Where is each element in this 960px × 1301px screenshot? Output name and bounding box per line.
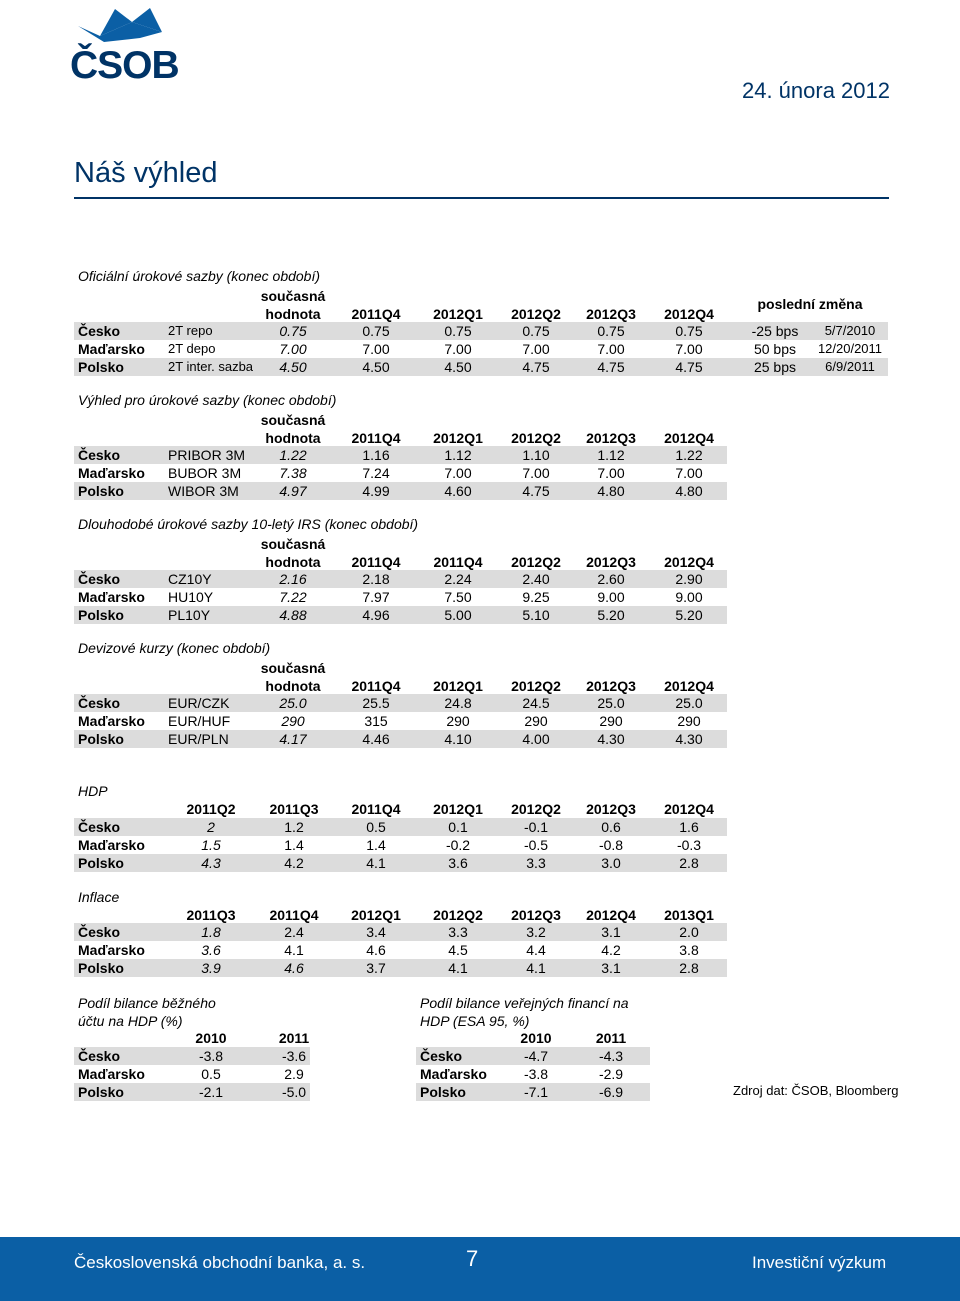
- period-header: 2011Q4: [351, 430, 401, 446]
- csob-logo: [70, 6, 180, 90]
- year-header: 2011: [595, 1030, 627, 1046]
- current-value: 2.16: [279, 571, 307, 587]
- table-row: [416, 1065, 650, 1083]
- period-header: 2012Q4: [664, 801, 714, 817]
- current-account-value: -2.1: [198, 1084, 224, 1100]
- section-title-irs: Dlouhodobé úrokové sazby 10-letý IRS (konec období): [78, 516, 419, 532]
- country-label: Česko: [420, 1048, 463, 1064]
- period-header: 2012Q1: [433, 430, 483, 446]
- forecast-value: 7.00: [444, 341, 472, 357]
- country-label: Maďarsko: [78, 837, 145, 853]
- current-header-line2: hodnota: [265, 306, 321, 322]
- current-value: 1.22: [279, 447, 307, 463]
- gdp-value: 1.6: [679, 819, 699, 835]
- gdp-value: -0.1: [523, 819, 549, 835]
- table-row: [74, 818, 727, 836]
- country-label: Maďarsko: [78, 465, 145, 481]
- forecast-value: 0.75: [362, 323, 390, 339]
- instrument-label: EUR/CZK: [168, 695, 230, 711]
- period-header: 2011Q4: [351, 801, 401, 817]
- current-value: 4.97: [279, 483, 307, 499]
- section-title-public-finance: Podíl bilance veřejných financí na: [420, 995, 629, 1011]
- forecast-value: 7.00: [675, 465, 703, 481]
- last-change-date: 12/20/2011: [817, 341, 883, 356]
- current-account-value: 0.5: [201, 1066, 221, 1082]
- section-title-fx: Devizové kurzy (konec období): [78, 640, 271, 656]
- gdp-value: 1.5: [201, 837, 221, 853]
- forecast-value: 2.24: [444, 571, 472, 587]
- forecast-value: 290: [446, 713, 470, 729]
- table-row: [416, 1047, 650, 1065]
- forecast-value: 9.25: [522, 589, 550, 605]
- inflation-value: 2.8: [679, 960, 699, 976]
- forecast-value: 1.22: [675, 447, 703, 463]
- instrument-label: EUR/PLN: [168, 731, 229, 747]
- last-change-header: poslední změna: [757, 296, 863, 312]
- inflation-value: 1.8: [201, 924, 221, 940]
- country-label: Česko: [78, 819, 121, 835]
- country-label: Česko: [78, 924, 121, 940]
- forecast-value: 4.75: [522, 483, 550, 499]
- current-header-line2: hodnota: [265, 430, 321, 446]
- forecast-value: 4.00: [522, 731, 550, 747]
- table-row: [74, 340, 888, 358]
- forecast-value: 1.10: [522, 447, 550, 463]
- public-finance-value: -7.1: [523, 1084, 549, 1100]
- inflation-value: 4.6: [366, 942, 386, 958]
- forecast-value: 7.00: [522, 341, 550, 357]
- current-value: 7.00: [279, 341, 307, 357]
- forecast-value: 7.00: [444, 465, 472, 481]
- gdp-value: -0.8: [598, 837, 624, 853]
- public-finance-value: -4.3: [598, 1048, 624, 1064]
- section-subtitle-current-account: účtu na HDP (%): [78, 1013, 183, 1029]
- forecast-value: 4.80: [597, 483, 625, 499]
- table-row: [74, 464, 727, 482]
- forecast-value: 2.18: [362, 571, 390, 587]
- table-row: [74, 358, 888, 376]
- last-change-value: 50 bps: [753, 341, 797, 357]
- inflation-value: 4.6: [284, 960, 304, 976]
- period-header: 2012Q2: [511, 678, 561, 694]
- country-label: Polsko: [78, 359, 124, 375]
- title-divider: [74, 197, 889, 199]
- country-label: Česko: [78, 695, 121, 711]
- forecast-value: 7.00: [597, 465, 625, 481]
- forecast-value: 25.5: [362, 695, 390, 711]
- forecast-value: 4.46: [362, 731, 390, 747]
- inflation-value: 3.9: [201, 960, 221, 976]
- forecast-value: 7.50: [444, 589, 472, 605]
- section-title-current-account: Podíl bilance běžného: [78, 995, 216, 1011]
- forecast-value: 2.60: [597, 571, 625, 587]
- period-header: 2012Q3: [586, 554, 636, 570]
- country-label: Česko: [78, 571, 121, 587]
- forecast-value: 4.75: [597, 359, 625, 375]
- period-header: 2012Q2: [511, 801, 561, 817]
- period-header: 2012Q3: [586, 678, 636, 694]
- forecast-value: 4.60: [444, 483, 472, 499]
- forecast-value: 290: [524, 713, 548, 729]
- period-header: 2012Q4: [664, 306, 714, 322]
- forecast-value: 5.10: [522, 607, 550, 623]
- period-header: 2012Q3: [586, 430, 636, 446]
- country-label: Česko: [78, 323, 121, 339]
- current-account-value: -3.8: [198, 1048, 224, 1064]
- last-change-date: 6/9/2011: [825, 359, 875, 374]
- forecast-value: 25.0: [597, 695, 625, 711]
- current-header-line1: současná: [260, 288, 326, 304]
- instrument-label: PRIBOR 3M: [168, 447, 246, 463]
- current-header-line1: současná: [260, 660, 326, 676]
- period-header: 2012Q3: [586, 801, 636, 817]
- instrument-label: 2T depo: [168, 341, 216, 356]
- current-value: 25.0: [279, 695, 307, 711]
- forecast-value: 0.75: [675, 323, 703, 339]
- forecast-value: 4.96: [362, 607, 390, 623]
- current-header-line1: současná: [260, 536, 326, 552]
- inflation-value: 4.1: [448, 960, 468, 976]
- gdp-value: 3.6: [448, 855, 468, 871]
- year-header: 2010: [520, 1030, 552, 1046]
- country-label: Maďarsko: [420, 1066, 487, 1082]
- country-label: Maďarsko: [78, 713, 145, 729]
- forecast-value: 4.30: [597, 731, 625, 747]
- instrument-label: EUR/HUF: [168, 713, 231, 729]
- gdp-value: -0.3: [676, 837, 702, 853]
- instrument-label: PL10Y: [168, 607, 211, 623]
- country-label: Polsko: [78, 607, 124, 623]
- period-header: 2012Q4: [664, 430, 714, 446]
- country-label: Polsko: [420, 1084, 466, 1100]
- forecast-value: 0.75: [522, 323, 550, 339]
- period-header: 2013Q1: [664, 907, 714, 923]
- forecast-value: 290: [677, 713, 701, 729]
- table-row: [74, 959, 727, 977]
- forecast-value: 2.90: [675, 571, 703, 587]
- forecast-value: 4.75: [522, 359, 550, 375]
- forecast-value: 1.16: [362, 447, 390, 463]
- period-header: 2011Q3: [269, 801, 319, 817]
- data-source: Zdroj dat: ČSOB, Bloomberg: [733, 1083, 899, 1098]
- forecast-value: 5.00: [444, 607, 472, 623]
- inflation-value: 3.7: [366, 960, 386, 976]
- instrument-label: HU10Y: [168, 589, 214, 605]
- table-row: [74, 941, 727, 959]
- period-header: 2012Q1: [351, 907, 401, 923]
- instrument-label: CZ10Y: [168, 571, 212, 587]
- forecast-value: 4.50: [362, 359, 390, 375]
- current-value: 0.75: [279, 323, 307, 339]
- gdp-value: -0.2: [445, 837, 471, 853]
- forecast-value: 25.0: [675, 695, 703, 711]
- country-label: Maďarsko: [78, 1066, 145, 1082]
- period-header: 2012Q3: [586, 306, 636, 322]
- table-row: [74, 446, 727, 464]
- forecast-value: 0.75: [444, 323, 472, 339]
- current-value: 4.50: [279, 359, 307, 375]
- forecast-value: 5.20: [597, 607, 625, 623]
- page-title: Náš výhled: [74, 157, 218, 189]
- forecast-value: 24.8: [444, 695, 472, 711]
- table-row: [74, 1065, 310, 1083]
- inflation-value: 3.4: [366, 924, 386, 940]
- forecast-value: 9.00: [675, 589, 703, 605]
- period-header: 2012Q4: [664, 678, 714, 694]
- inflation-value: 3.3: [448, 924, 468, 940]
- inflation-value: 4.1: [284, 942, 304, 958]
- gdp-value: 1.4: [284, 837, 304, 853]
- section-title-policy-rates: Oficiální úrokové sazby (konec období): [78, 268, 321, 284]
- forecast-value: 4.10: [444, 731, 472, 747]
- year-header: 2010: [195, 1030, 227, 1046]
- current-account-value: 2.9: [284, 1066, 304, 1082]
- inflation-value: 4.2: [601, 942, 621, 958]
- footer-department: Investiční výzkum: [752, 1253, 887, 1272]
- current-value: 4.88: [279, 607, 307, 623]
- last-change-value: 25 bps: [753, 359, 797, 375]
- table-row: [74, 854, 727, 872]
- period-header: 2012Q1: [433, 306, 483, 322]
- page-number: 7: [466, 1246, 479, 1271]
- forecast-value: 290: [599, 713, 623, 729]
- inflation-value: 3.6: [201, 942, 221, 958]
- instrument-label: 2T inter. sazba: [168, 359, 254, 374]
- table-row: [74, 570, 727, 588]
- inflation-value: 4.5: [448, 942, 468, 958]
- inflation-value: 4.1: [526, 960, 546, 976]
- table-row: [74, 836, 727, 854]
- forecast-value: 7.00: [522, 465, 550, 481]
- instrument-label: 2T repo: [168, 323, 213, 338]
- inflation-value: 2.0: [679, 924, 699, 940]
- forecast-value: 7.00: [362, 341, 390, 357]
- country-label: Maďarsko: [78, 341, 145, 357]
- gdp-value: 3.3: [526, 855, 546, 871]
- section-title-market-rates: Výhled pro úrokové sazby (konec období): [78, 392, 337, 408]
- period-header: 2011Q4: [269, 907, 319, 923]
- inflation-value: 4.4: [526, 942, 546, 958]
- country-label: Polsko: [78, 731, 124, 747]
- public-finance-value: -2.9: [598, 1066, 624, 1082]
- gdp-value: 4.1: [366, 855, 386, 871]
- gdp-value: 0.5: [366, 819, 386, 835]
- year-header: 2011: [278, 1030, 310, 1046]
- period-header: 2011Q4: [351, 554, 401, 570]
- table-row: [74, 482, 727, 500]
- table-row: [74, 923, 727, 941]
- period-header: 2012Q4: [586, 907, 636, 923]
- gdp-value: 1.2: [284, 819, 304, 835]
- report-date: 24. února 2012: [741, 78, 890, 103]
- forecast-value: 4.50: [444, 359, 472, 375]
- period-header: 2011Q4: [433, 554, 483, 570]
- table-row: [74, 1083, 310, 1101]
- current-value: 4.17: [279, 731, 307, 747]
- country-label: Maďarsko: [78, 942, 145, 958]
- forecast-value: 9.00: [597, 589, 625, 605]
- current-account-value: -5.0: [281, 1084, 307, 1100]
- table-row: [74, 712, 727, 730]
- gdp-value: 4.2: [284, 855, 304, 871]
- forecast-value: 5.20: [675, 607, 703, 623]
- public-finance-value: -6.9: [598, 1084, 624, 1100]
- forecast-value: 7.24: [362, 465, 390, 481]
- public-finance-value: -3.8: [523, 1066, 549, 1082]
- period-header: 2011Q4: [351, 306, 401, 322]
- forecast-value: 1.12: [597, 447, 625, 463]
- gdp-value: 4.3: [201, 855, 221, 871]
- table-row: [74, 694, 727, 712]
- country-label: Polsko: [78, 855, 124, 871]
- gdp-value: 3.0: [601, 855, 621, 871]
- forecast-value: 4.75: [675, 359, 703, 375]
- forecast-value: 7.00: [675, 341, 703, 357]
- inflation-value: 3.1: [601, 924, 621, 940]
- inflation-value: 3.2: [526, 924, 546, 940]
- last-change-value: -25 bps: [751, 323, 799, 339]
- country-label: Polsko: [78, 483, 124, 499]
- period-header: 2012Q1: [433, 801, 483, 817]
- forecast-value: 4.99: [362, 483, 390, 499]
- gdp-value: 0.6: [601, 819, 621, 835]
- gdp-value: -0.5: [523, 837, 549, 853]
- section-title-gdp: HDP: [78, 783, 108, 799]
- period-header: 2011Q4: [351, 678, 401, 694]
- country-label: Česko: [78, 447, 121, 463]
- period-header: 2012Q2: [511, 306, 561, 322]
- period-header: 2012Q2: [511, 554, 561, 570]
- inflation-value: 2.4: [284, 924, 304, 940]
- current-header-line2: hodnota: [265, 554, 321, 570]
- inflation-value: 3.8: [679, 942, 699, 958]
- logo-text: ČSOB: [70, 44, 179, 87]
- period-header: 2012Q3: [511, 907, 561, 923]
- last-change-date: 5/7/2010: [824, 323, 876, 338]
- current-account-value: -3.6: [281, 1048, 307, 1064]
- forecast-value: 2.40: [522, 571, 550, 587]
- country-label: Maďarsko: [78, 589, 145, 605]
- forecast-value: 7.00: [597, 341, 625, 357]
- table-row: [74, 322, 888, 340]
- footer-bank-name: Československá obchodní banka, a. s.: [74, 1253, 366, 1272]
- forecast-value: 4.80: [675, 483, 703, 499]
- period-header: 2012Q2: [433, 907, 483, 923]
- instrument-label: WIBOR 3M: [168, 483, 239, 499]
- current-header-line2: hodnota: [265, 678, 321, 694]
- forecast-value: 4.30: [675, 731, 703, 747]
- period-header: 2012Q2: [511, 430, 561, 446]
- inflation-value: 3.1: [601, 960, 621, 976]
- instrument-label: BUBOR 3M: [168, 465, 242, 481]
- forecast-value: 0.75: [597, 323, 625, 339]
- current-value: 7.22: [279, 589, 307, 605]
- period-header: 2012Q4: [664, 554, 714, 570]
- forecast-value: 24.5: [522, 695, 550, 711]
- period-header: 2012Q1: [433, 678, 483, 694]
- current-value: 290: [281, 713, 305, 729]
- country-label: Polsko: [78, 960, 124, 976]
- gdp-value: 1.4: [366, 837, 386, 853]
- gdp-value: 2.8: [679, 855, 699, 871]
- forecast-value: 315: [364, 713, 388, 729]
- period-header: 2011Q3: [186, 907, 236, 923]
- section-title-inflation: Inflace: [78, 889, 120, 905]
- table-row: [74, 1047, 310, 1065]
- country-label: Polsko: [78, 1084, 124, 1100]
- forecast-value: 7.97: [362, 589, 390, 605]
- period-header: 2011Q2: [186, 801, 236, 817]
- current-value: 7.38: [279, 465, 307, 481]
- table-row: [416, 1083, 650, 1101]
- current-header-line1: současná: [260, 412, 326, 428]
- forecast-value: 1.12: [444, 447, 472, 463]
- table-row: [74, 588, 727, 606]
- section-subtitle-public-finance: HDP (ESA 95, %): [420, 1013, 530, 1029]
- gdp-value: 0.1: [448, 819, 468, 835]
- table-row: [74, 606, 727, 624]
- country-label: Česko: [78, 1048, 121, 1064]
- gdp-value: 2: [207, 819, 215, 835]
- table-row: [74, 730, 727, 748]
- public-finance-value: -4.7: [523, 1048, 549, 1064]
